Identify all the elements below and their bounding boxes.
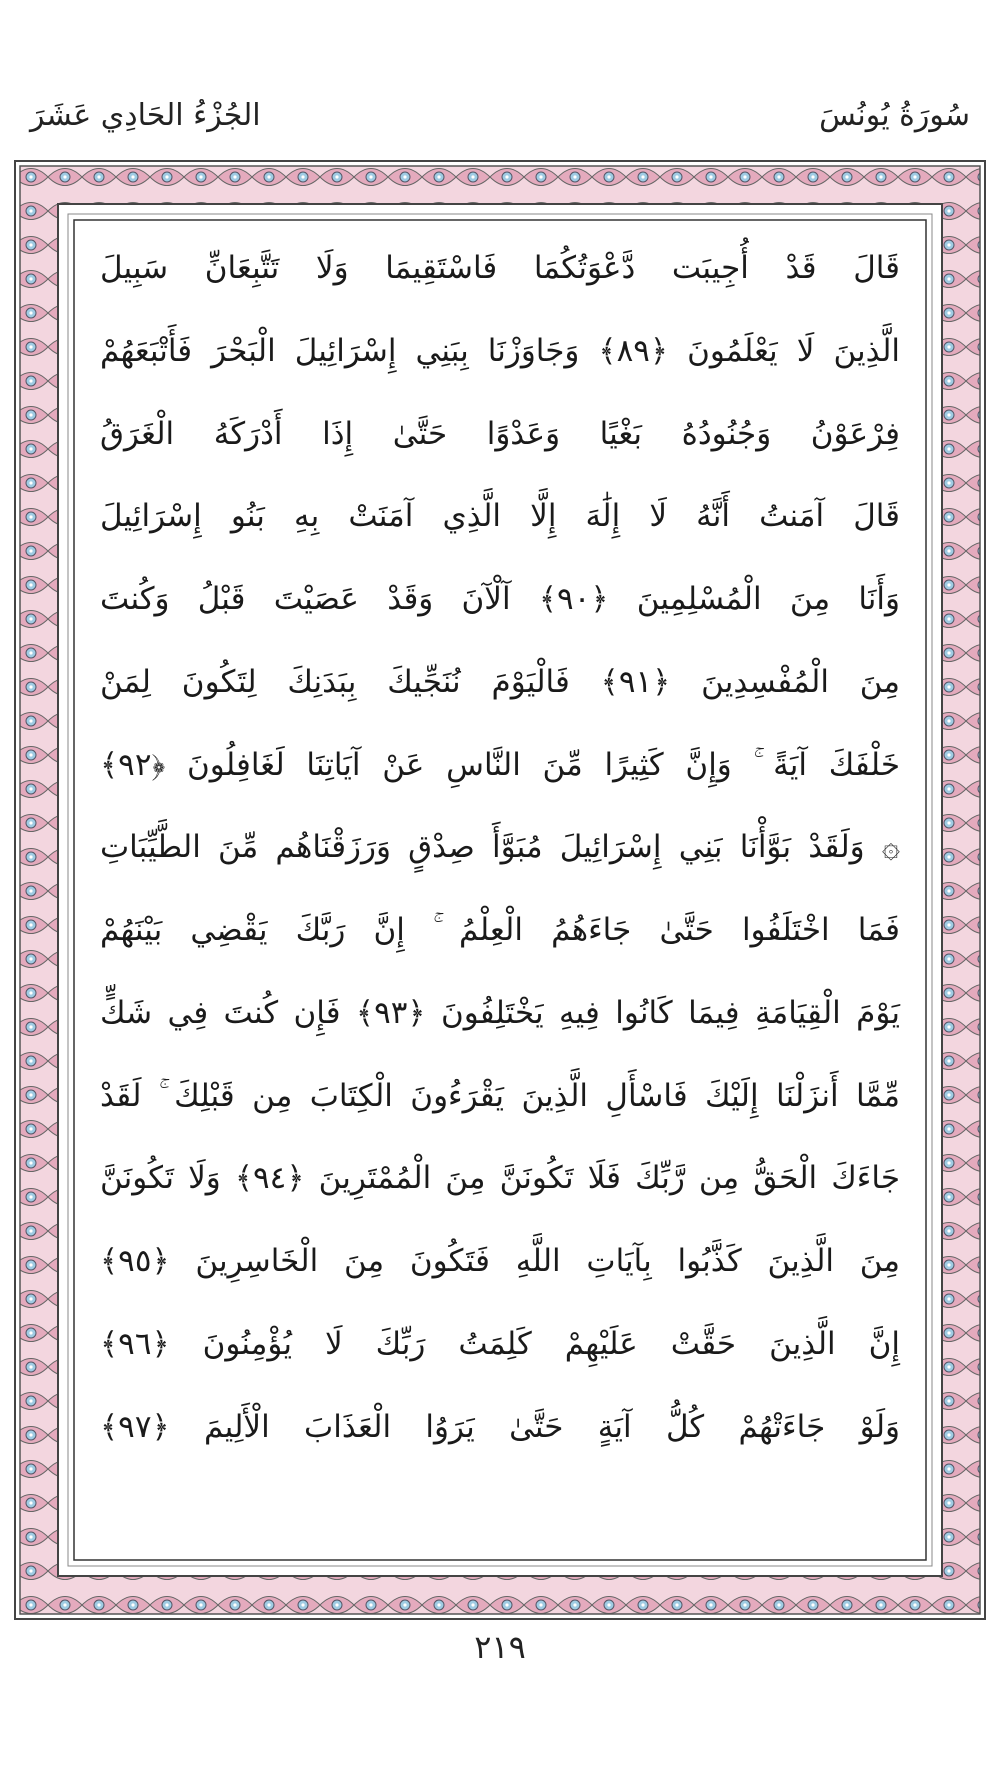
- text-line: يَوْمَ الْقِيَامَةِ فِيمَا كَانُوا فِيهِ يَخْتَلِفُونَ ﴿٩٣﴾ فَإِن كُنتَ فِي شَكٍّ: [100, 994, 901, 1031]
- text-line: فِرْعَوْنُ وَجُنُودُهُ بَغْيًا وَعَدْوًا حَتَّىٰ إِذَا أَدْرَكَهُ الْغَرَقُ: [100, 415, 900, 452]
- page-number: ٢١٩: [474, 1628, 526, 1666]
- juz-title: الجُزْءُ الحَادِي عَشَرَ: [30, 98, 261, 133]
- text-line: وَلَوْ جَاءَتْهُمْ كُلُّ آيَةٍ حَتَّىٰ يَرَوُا الْعَذَابَ الْأَلِيمَ ﴿٩٧﴾: [100, 1408, 900, 1445]
- text-line: قَالَ قَدْ أُجِيبَت دَّعْوَتُكُمَا فَاسْتَقِيمَا وَلَا تَتَّبِعَانِّ سَبِيلَ: [100, 250, 900, 286]
- text-line: مِنَ الَّذِينَ كَذَّبُوا بِآيَاتِ اللَّهِ فَتَكُونَ مِنَ الْخَاسِرِينَ ﴿٩٥﴾: [100, 1243, 900, 1279]
- text-line: الَّذِينَ لَا يَعْلَمُونَ ﴿٨٩﴾ وَجَاوَزْنَا بِبَنِي إِسْرَائِيلَ الْبَحْرَ فَأَتْبَعَهُمْ: [100, 332, 900, 369]
- surah-title: سُورَةُ يُونُسَ: [819, 98, 970, 133]
- text-line: قَالَ آمَنتُ أَنَّهُ لَا إِلَٰهَ إِلَّا الَّذِي آمَنَتْ بِهِ بَنُو إِسْرَائِيلَ: [100, 498, 900, 535]
- text-line: إِنَّ الَّذِينَ حَقَّتْ عَلَيْهِمْ كَلِمَتُ رَبِّكَ لَا يُؤْمِنُونَ ﴿٩٦﴾: [100, 1325, 900, 1362]
- text-line: فَمَا اخْتَلَفُوا حَتَّىٰ جَاءَهُمُ الْعِلْمُ ۚ إِنَّ رَبَّكَ يَقْضِي بَيْنَهُمْ: [100, 912, 900, 948]
- page-header: [0, 88, 1000, 148]
- text-line: جَاءَكَ الْحَقُّ مِن رَّبِّكَ فَلَا تَكُونَنَّ مِنَ الْمُمْتَرِينَ ﴿٩٤﴾ وَلَا تَكُونَنَّ: [100, 1160, 900, 1197]
- text-line: خَلْفَكَ آيَةً ۚ وَإِنَّ كَثِيرًا مِّنَ النَّاسِ عَنْ آيَاتِنَا لَغَافِلُونَ ﴿٩٢﴾: [100, 746, 900, 783]
- quran-text-block: [76, 227, 924, 1551]
- text-line: مِّمَّا أَنزَلْنَا إِلَيْكَ فَاسْأَلِ الَّذِينَ يَقْرَءُونَ الْكِتَابَ مِن قَبْلِكَ ۚ لَقَدْ: [100, 1077, 900, 1114]
- text-line: وَأَنَا مِنَ الْمُسْلِمِينَ ﴿٩٠﴾ آلْآنَ وَقَدْ عَصَيْتَ قَبْلُ وَكُنتَ: [100, 581, 900, 617]
- text-line: مِنَ الْمُفْسِدِينَ ﴿٩١﴾ فَالْيَوْمَ نُنَجِّيكَ بِبَدَنِكَ لِتَكُونَ لِمَنْ: [100, 663, 900, 700]
- text-line: ۞ وَلَقَدْ بَوَّأْنَا بَنِي إِسْرَائِيلَ مُبَوَّأَ صِدْقٍ وَرَزَقْنَاهُم مِّنَ الطَّيِّبَاتِ: [100, 829, 900, 866]
